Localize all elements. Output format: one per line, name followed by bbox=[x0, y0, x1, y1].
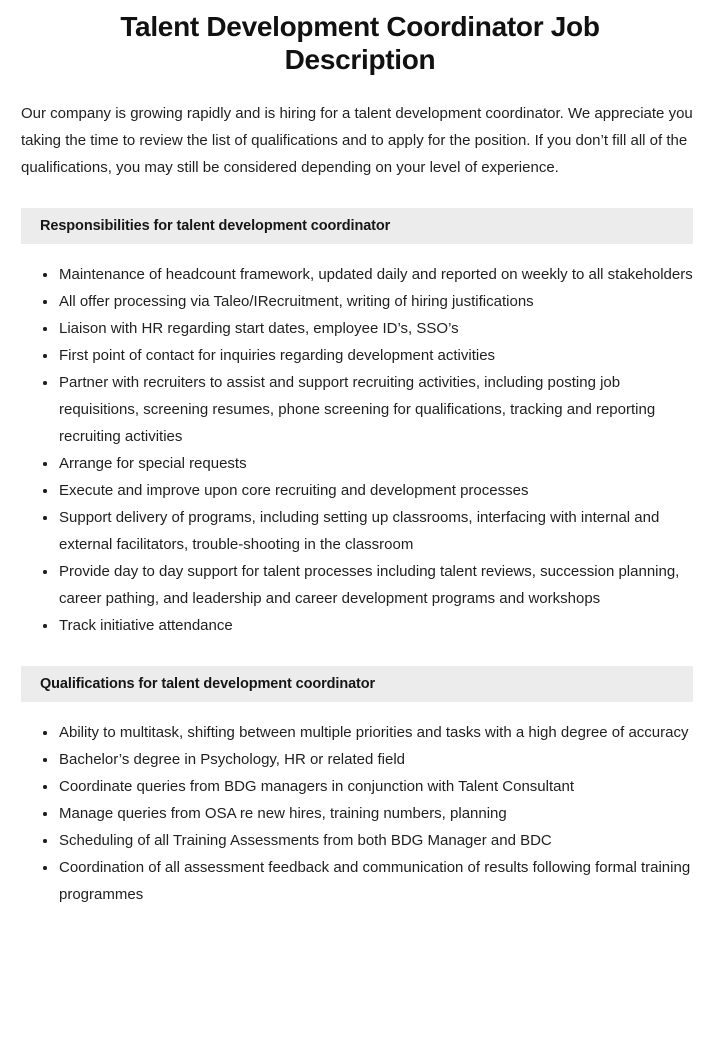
list-item: Coordinate queries from BDG managers in conjunction with Talent Consultant bbox=[0, 773, 693, 800]
section-header-qualifications bbox=[21, 666, 693, 702]
list-item: Liaison with HR regarding start dates, employee ID’s, SSO’s bbox=[0, 315, 693, 342]
section-heading-label: Qualifications for talent development coordinator bbox=[40, 676, 376, 692]
intro-paragraph: Our company is growing rapidly and is hiring for a talent development coordinator. We appreciate you taking the time to review the list of qualifications and to apply for the position. If you don’t fill all of the qualifications, you may still be considered depending on your level of experience. bbox=[21, 105, 693, 176]
list-item: Execute and improve upon core recruiting and development processes bbox=[0, 477, 693, 504]
list-item: Bachelor’s degree in Psychology, HR or related field bbox=[0, 746, 693, 773]
list-item: Provide day to day support for talent processes including talent reviews, succession planning, career pathing, and leadership and career development programs and workshops bbox=[0, 558, 693, 612]
section-heading-label: Responsibilities for talent development coordinator bbox=[40, 218, 391, 234]
list-item: Support delivery of programs, including setting up classrooms, interfacing with internal and external facilitators, trouble-shooting in the classroom bbox=[0, 504, 693, 558]
list-item: Partner with recruiters to assist and support recruiting activities, including posting job requisitions, screening resumes, phone screening for qualifications, tracking and reporting recruiting activities bbox=[0, 369, 693, 450]
section-header-responsibilities bbox=[21, 208, 693, 244]
list-item: Arrange for special requests bbox=[0, 450, 693, 477]
qualifications-list bbox=[0, 702, 720, 908]
list-item: All offer processing via Taleo/IRecruitment, writing of hiring justifications bbox=[0, 288, 693, 315]
list-item: Coordination of all assessment feedback and communication of results following formal training programmes bbox=[0, 854, 693, 908]
list-item: Track initiative attendance bbox=[0, 612, 693, 639]
responsibilities-list bbox=[0, 244, 720, 639]
list-item: Ability to multitask, shifting between multiple priorities and tasks with a high degree of accuracy bbox=[0, 719, 693, 746]
page-title: Talent Development Coordinator Job Description bbox=[120, 11, 600, 75]
section-qualifications bbox=[0, 666, 720, 908]
section-responsibilities bbox=[0, 208, 720, 639]
list-item: First point of contact for inquiries regarding development activities bbox=[0, 342, 693, 369]
list-item: Maintenance of headcount framework, updated daily and reported on weekly to all stakeholders bbox=[0, 261, 693, 288]
list-item: Manage queries from OSA re new hires, training numbers, planning bbox=[0, 800, 693, 827]
list-item: Scheduling of all Training Assessments from both BDG Manager and BDC bbox=[0, 827, 693, 854]
